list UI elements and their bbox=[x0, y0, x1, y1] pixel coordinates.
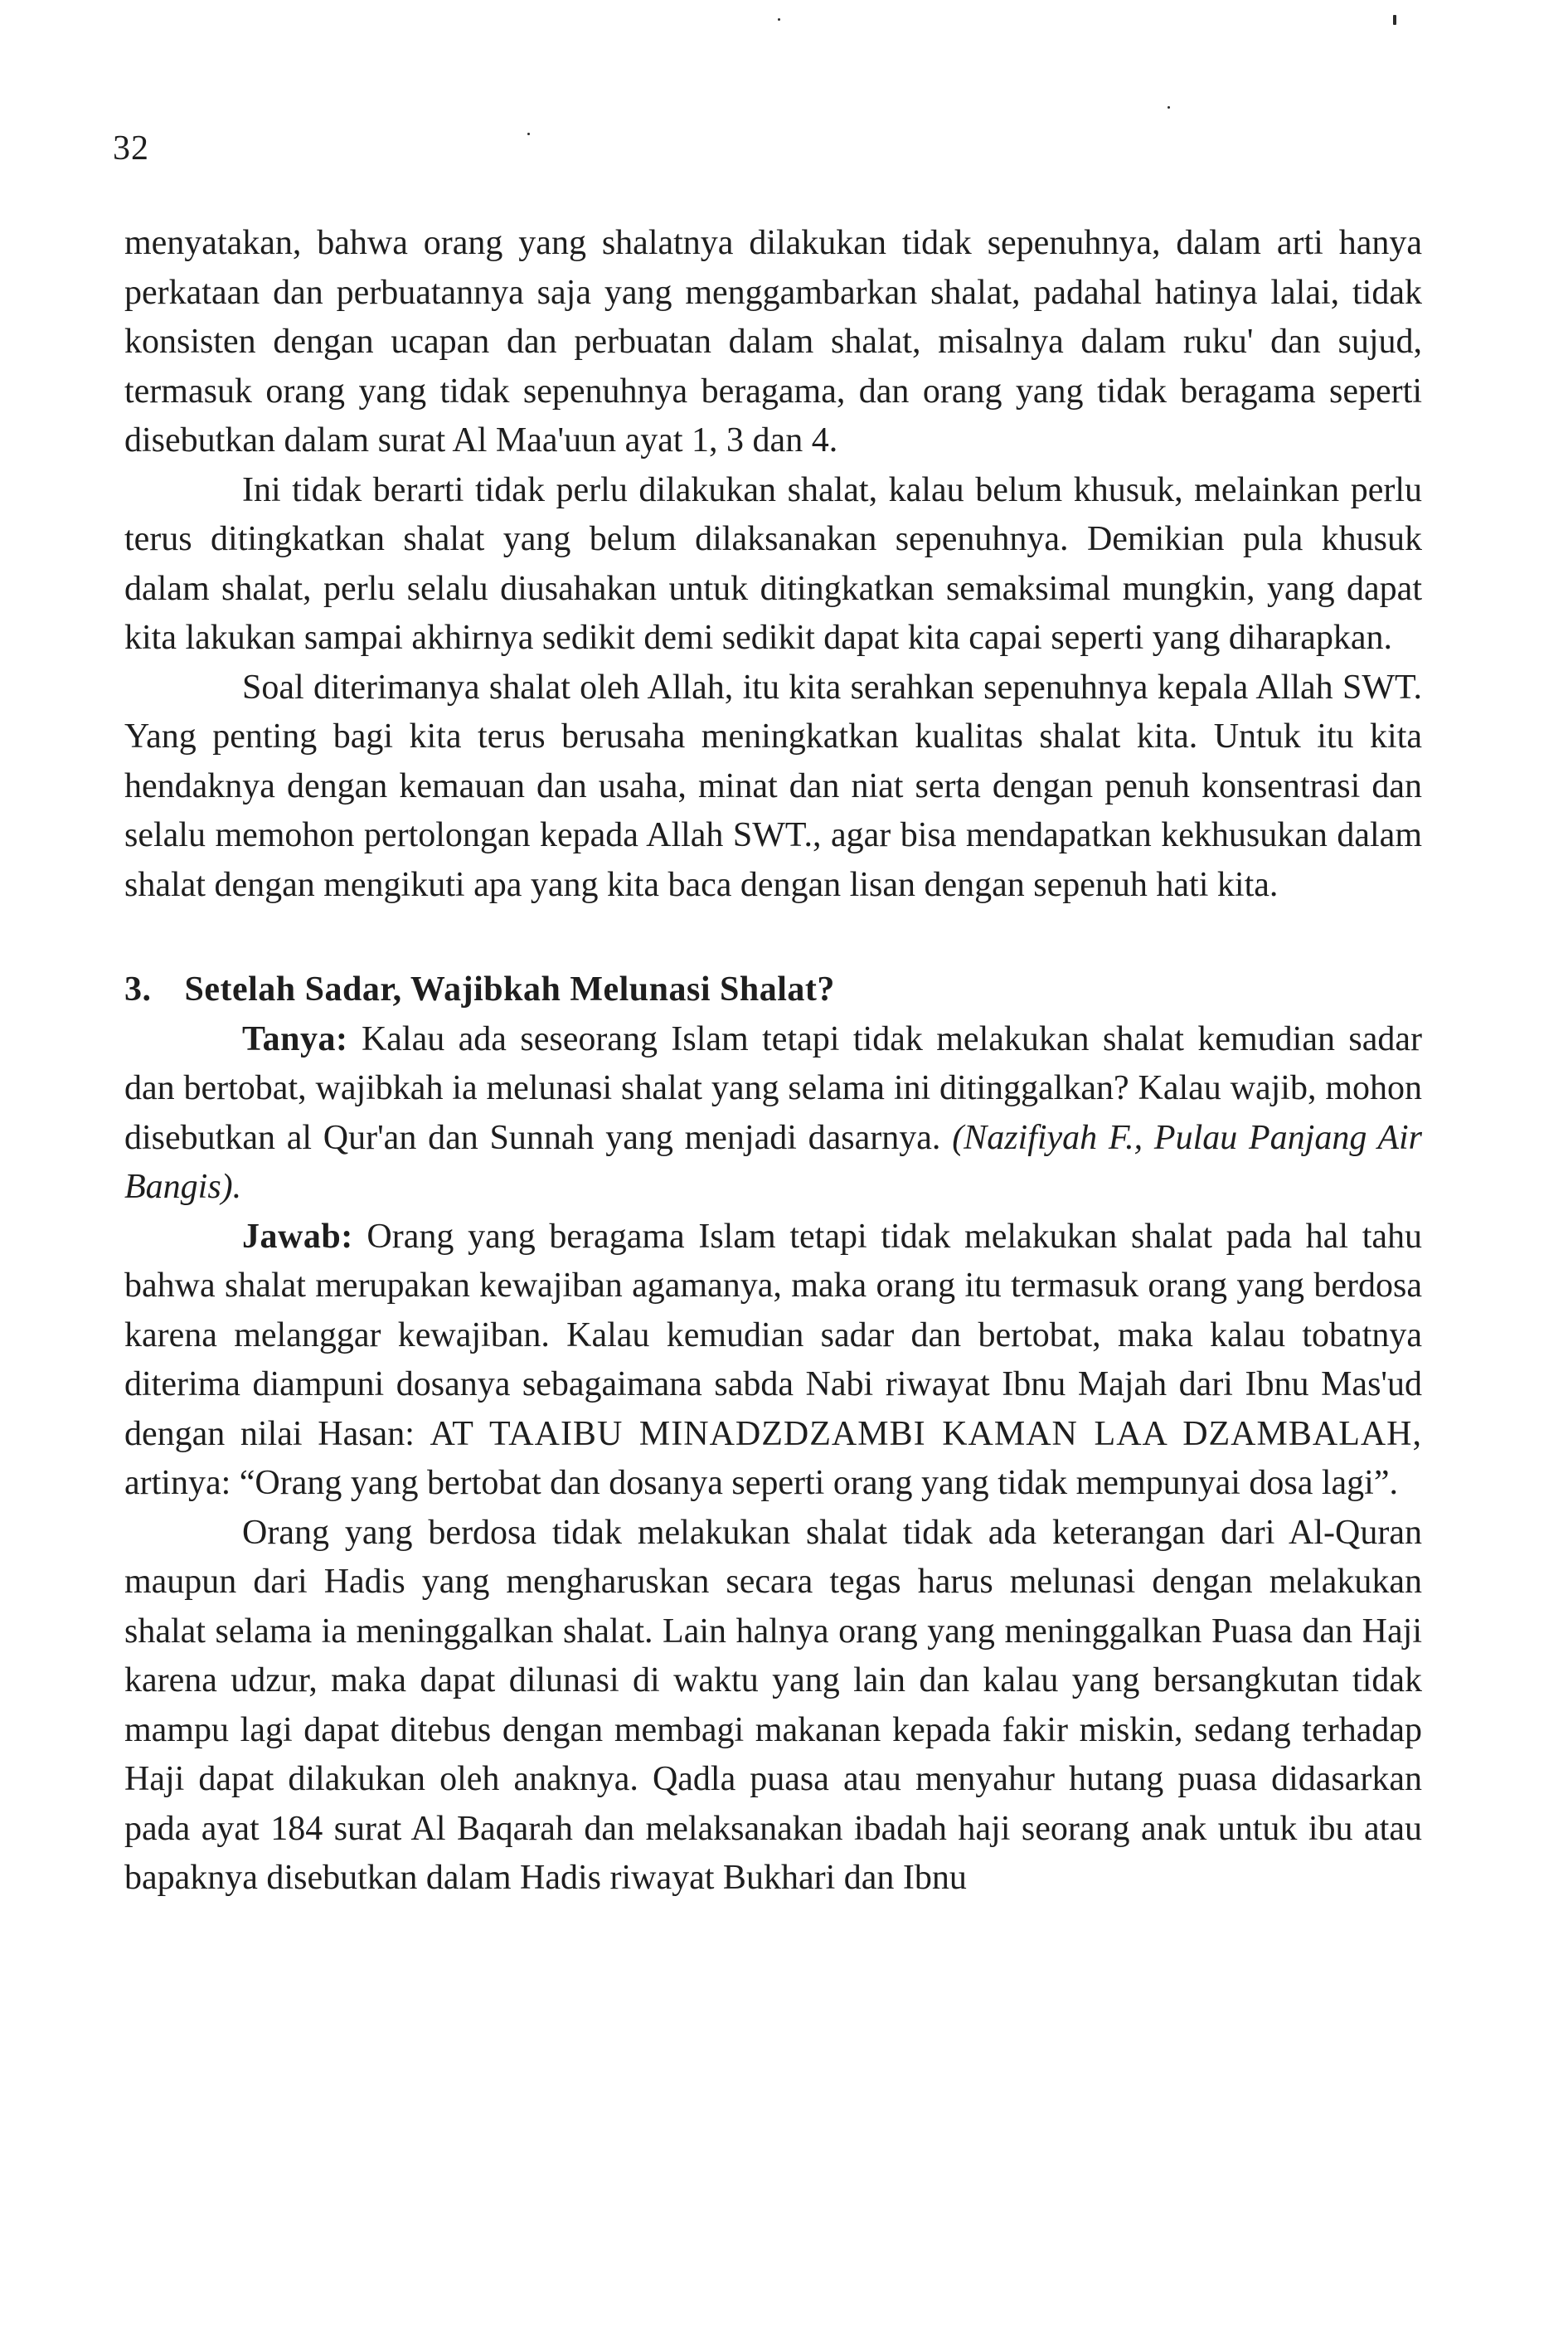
answer-text: Orang yang beragama Islam tetapi tidak melakukan shalat pada hal tahu bahwa shalat merupakan kewajiban agamanya, maka orang itu termasuk orang yang berdosa karena melanggar kewajiban. Kalau kemudian sadar dan bertobat, maka kalau tobatnya diterima diampuni dosanya sebagaimana sabda Nabi riwayat Ibnu Majah dari Ibnu Mas'ud dengan nilai Hasan: bbox=[124, 1217, 1423, 1453]
page-body bbox=[124, 219, 1422, 1904]
section-number: 3. bbox=[124, 970, 152, 1009]
answer-paragraph bbox=[124, 1213, 1422, 1509]
paragraph-continuation: menyatakan, bahwa orang yang shalatnya dilakukan tidak sepenuhnya, dalam arti hanya perkataan dan perbuatannya saja yang menggambarkan shalat, padahal hatinya lalai, tidak konsisten dengan ucapan dan perbuatan dalam shalat, misalnya dalam ruku' dan sujud, termasuk orang yang tidak sepenuhnya beragama, dan orang yang tidak beragama seperti disebutkan dalam surat Al Maa'uun ayat 1, 3 dan 4. bbox=[124, 224, 1422, 459]
answer-label: Jawab: bbox=[242, 1217, 353, 1256]
scan-speck bbox=[527, 133, 530, 135]
paragraph-closing: Orang yang berdosa tidak melakukan shalat tidak ada keterangan dari Al-Quran maupun dari Hadis yang mengharuskan secara tegas harus melunasi dengan melakukan shalat selama ia meninggalkan shalat. Lain halnya orang yang meninggalkan Puasa dan Haji karena udzur, maka dapat dilunasi di waktu yang lain dan kalau yang bersangkutan tidak mampu lagi dapat ditebus dengan membagi makanan kepada fakir miskin, sedang terhadap Haji dapat dilakukan oleh anaknya. Qadla puasa atau menyahur hutang puasa didasarkan pada ayat 184 surat Al Baqarah dan melaksanakan ibadah haji seorang anak untuk ibu atau bapaknya disebutkan dalam Hadis riwayat Bukhari dan Ibnu bbox=[124, 1513, 1422, 1897]
question-text: Kalau ada seseorang Islam tetapi tidak melakukan shalat kemudian sadar dan bertobat, wajibkah ia melunasi shalat yang selama ini ditinggalkan? Kalau wajib, mohon disebutkan al Qur'an dan Sunnah yang menjadi dasarnya. bbox=[124, 1019, 1423, 1157]
question-citation: (Nazifiyah F., Pulau Panjang Air Bangis). bbox=[124, 1118, 1423, 1206]
question-label: Tanya: bbox=[242, 1019, 348, 1058]
scan-speck bbox=[1168, 106, 1170, 109]
scan-speck bbox=[1393, 15, 1396, 25]
section-title: Setelah Sadar, Wajibkah Melunasi Shalat? bbox=[184, 970, 835, 1009]
hadith-transliteration: AT TAAIBU MINADZDZAMBI KAMAN LAA DZAMBALAH, bbox=[430, 1414, 1423, 1453]
paragraph-khusuk: Ini tidak berarti tidak perlu dilakukan shalat, kalau belum khusuk, melainkan perlu terus ditingkatkan shalat yang belum dilaksanakan sepenuhnya. Demikian pula khusuk dalam shalat, perlu selalu diusahakan untuk ditingkatkan semaksimal mungkin, yang dapat kita lakukan sampai akhirnya sedikit demi sedikit dapat kita capai seperti yang diharapkan. bbox=[124, 470, 1422, 657]
page-number: 32 bbox=[113, 129, 149, 168]
section-heading bbox=[124, 965, 1422, 1015]
question-paragraph bbox=[124, 1015, 1422, 1213]
hadith-translation: artinya: “Orang yang bertobat dan dosanya seperti orang yang tidak mempunyai dosa lagi”. bbox=[124, 1464, 1398, 1502]
paragraph-acceptance: Soal diterimanya shalat oleh Allah, itu kita serahkan sepenuhnya kepala Allah SWT. Yang penting bagi kita terus berusaha meningkatkan kualitas shalat kita. Untuk itu kita hendaknya dengan kemauan dan usaha, minat dan niat serta dengan penuh konsentrasi dan selalu memohon pertolongan kepada Allah SWT., agar bisa mendapatkan kekhusukan dalam shalat dengan mengikuti apa yang kita baca dengan lisan dengan sepenuh hati kita. bbox=[124, 668, 1422, 904]
scan-speck bbox=[778, 18, 780, 21]
